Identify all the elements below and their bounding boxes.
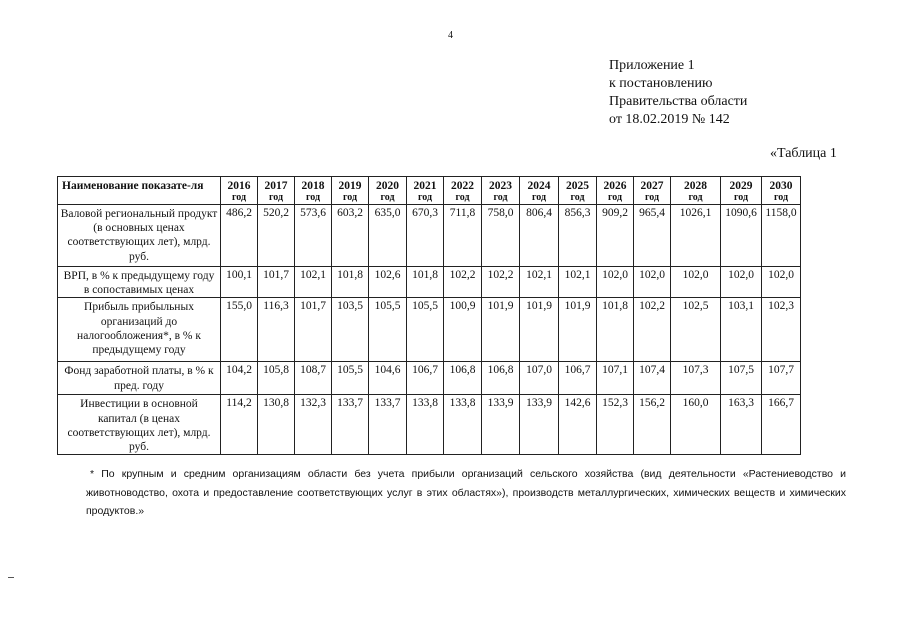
- year-label: 2017: [264, 180, 288, 192]
- table-cell: 105,5: [369, 298, 407, 362]
- year-suffix: год: [380, 192, 395, 203]
- table-cell: 635,0: [369, 205, 407, 267]
- table-cell: 101,8: [407, 267, 444, 298]
- page-number: 4: [448, 30, 453, 41]
- year-label: 2026: [603, 180, 627, 192]
- table-row: [58, 362, 801, 395]
- table-cell: 108,7: [295, 362, 332, 395]
- table-cell: 107,7: [762, 362, 801, 395]
- table-cell: 100,9: [444, 298, 482, 362]
- table-cell: 102,0: [634, 267, 671, 298]
- appendix-line: Приложение 1: [609, 58, 695, 73]
- year-suffix: год: [531, 192, 547, 203]
- table-cell: 102,3: [762, 298, 801, 362]
- year-suffix: год: [493, 192, 508, 203]
- table-cell: 105,5: [407, 298, 444, 362]
- year-label: 2030: [769, 180, 793, 192]
- column-header-year: [407, 177, 444, 205]
- column-header-year: [444, 177, 482, 205]
- year-suffix: год: [733, 192, 749, 203]
- table-cell: 711,8: [444, 205, 482, 267]
- table-cell: 155,0: [221, 298, 258, 362]
- column-header-year: [258, 177, 295, 205]
- table-cell: 101,9: [559, 298, 597, 362]
- edge-mark: [8, 577, 14, 578]
- year-suffix: год: [455, 192, 470, 203]
- indicator-name: Инвестиции в основной капитал (в ценах соответствующих лет), млрд. руб.: [58, 395, 221, 455]
- column-header-year: [520, 177, 559, 205]
- table-cell: 101,7: [295, 298, 332, 362]
- table-cell: 105,5: [332, 362, 369, 395]
- year-suffix: год: [342, 192, 358, 203]
- table-cell: 758,0: [482, 205, 520, 267]
- year-label: 2020: [376, 180, 399, 192]
- column-header-year: [559, 177, 597, 205]
- table-caption: «Таблица 1: [770, 146, 837, 161]
- table-cell: 156,2: [634, 395, 671, 455]
- table-cell: 100,1: [221, 267, 258, 298]
- table-cell: 102,2: [634, 298, 671, 362]
- table-header-row: [58, 177, 801, 205]
- column-header-year: [597, 177, 634, 205]
- table-cell: 114,2: [221, 395, 258, 455]
- table-cell: 133,7: [332, 395, 369, 455]
- column-header-year: [332, 177, 369, 205]
- indicator-name: Валовой региональный продукт (в основных ценах соответствующих лет), млрд. руб.: [58, 205, 221, 267]
- year-label: 2027: [640, 180, 664, 192]
- table-cell: 107,1: [597, 362, 634, 395]
- table-cell: 1090,6: [721, 205, 762, 267]
- year-suffix: год: [268, 192, 284, 203]
- year-label: 2016: [227, 180, 251, 192]
- table-cell: 152,3: [597, 395, 634, 455]
- table-cell: 102,1: [295, 267, 332, 298]
- column-header-indicator: Наименование показате-ля: [58, 177, 221, 205]
- table-cell: 102,6: [369, 267, 407, 298]
- table-cell: 102,0: [762, 267, 801, 298]
- table-cell: 101,8: [597, 298, 634, 362]
- table-cell: 116,3: [258, 298, 295, 362]
- year-label: 2024: [527, 180, 551, 192]
- column-header-year: [671, 177, 721, 205]
- year-label: 2019: [338, 180, 362, 192]
- year-label: 2025: [566, 180, 589, 192]
- table-cell: 133,8: [444, 395, 482, 455]
- year-suffix: год: [305, 192, 321, 203]
- table-cell: 102,0: [671, 267, 721, 298]
- table-cell: 142,6: [559, 395, 597, 455]
- year-label: 2028: [684, 180, 707, 192]
- table-cell: 102,2: [482, 267, 520, 298]
- year-suffix: год: [773, 192, 789, 203]
- table-cell: 166,7: [762, 395, 801, 455]
- table-cell: 133,8: [407, 395, 444, 455]
- column-header-year: [369, 177, 407, 205]
- table-cell: 106,8: [444, 362, 482, 395]
- indicator-name: Фонд заработной платы, в % к пред. году: [58, 362, 221, 395]
- table-cell: 102,5: [671, 298, 721, 362]
- table-cell: 603,2: [332, 205, 369, 267]
- indicators-table: [57, 176, 801, 455]
- table-cell: 107,4: [634, 362, 671, 395]
- table-cell: 856,3: [559, 205, 597, 267]
- indicator-name: Прибыль прибыльных организаций до налогообложения*, в % к предыдущему году: [58, 298, 221, 362]
- year-suffix: год: [644, 192, 660, 203]
- year-label: 2022: [451, 180, 474, 192]
- table-cell: 107,0: [520, 362, 559, 395]
- table-cell: 106,8: [482, 362, 520, 395]
- column-header-year: [762, 177, 801, 205]
- table-cell: 101,8: [332, 267, 369, 298]
- table-cell: 102,2: [444, 267, 482, 298]
- table-cell: 133,9: [482, 395, 520, 455]
- appendix-line: Правительства области: [609, 94, 748, 109]
- table-cell: 107,5: [721, 362, 762, 395]
- table-cell: 160,0: [671, 395, 721, 455]
- table-cell: 806,4: [520, 205, 559, 267]
- column-header-year: [634, 177, 671, 205]
- table-cell: 103,1: [721, 298, 762, 362]
- table-cell: 909,2: [597, 205, 634, 267]
- table-cell: 104,6: [369, 362, 407, 395]
- column-header-year: [221, 177, 258, 205]
- indicator-name: ВРП, в % к предыдущему году в сопоставимых ценах: [58, 267, 221, 298]
- table-cell: 486,2: [221, 205, 258, 267]
- table-row: [58, 205, 801, 267]
- table-cell: 520,2: [258, 205, 295, 267]
- table-cell: 101,9: [482, 298, 520, 362]
- table-cell: 133,7: [369, 395, 407, 455]
- table-cell: 101,7: [258, 267, 295, 298]
- table-cell: 965,4: [634, 205, 671, 267]
- table-cell: 106,7: [559, 362, 597, 395]
- table-row: [58, 267, 801, 298]
- table-cell: 133,9: [520, 395, 559, 455]
- table-cell: 1026,1: [671, 205, 721, 267]
- table-cell: 130,8: [258, 395, 295, 455]
- table-cell: 105,8: [258, 362, 295, 395]
- column-header-year: [721, 177, 762, 205]
- year-suffix: год: [607, 192, 623, 203]
- table-cell: 573,6: [295, 205, 332, 267]
- year-label: 2029: [729, 180, 753, 192]
- year-suffix: год: [570, 192, 585, 203]
- table-cell: 104,2: [221, 362, 258, 395]
- table-row: [58, 395, 801, 455]
- column-header-year: [295, 177, 332, 205]
- appendix-line: к постановлению: [609, 76, 713, 91]
- table-cell: 103,5: [332, 298, 369, 362]
- year-label: 2018: [301, 180, 325, 192]
- footnote: * По крупным и средним организациям области без учета прибыли организаций сельского хозяйства (вид деятельности «Растениеводство и животноводство, охота и предоставление соответствующих услуг в этих областях»), производств металлургических, химических веществ и химических продуктов.»: [86, 468, 846, 517]
- table-cell: 163,3: [721, 395, 762, 455]
- table-cell: 106,7: [407, 362, 444, 395]
- table-cell: 132,3: [295, 395, 332, 455]
- table-cell: 102,1: [520, 267, 559, 298]
- appendix-line: от 18.02.2019 № 142: [609, 112, 730, 127]
- table-cell: 1158,0: [762, 205, 801, 267]
- year-label: 2021: [413, 180, 437, 192]
- table-cell: 670,3: [407, 205, 444, 267]
- table-cell: 102,1: [559, 267, 597, 298]
- year-suffix: год: [417, 192, 433, 203]
- table-cell: 102,0: [597, 267, 634, 298]
- year-suffix: год: [231, 192, 247, 203]
- appendix-block: [609, 57, 747, 129]
- table-cell: 102,0: [721, 267, 762, 298]
- table-cell: 107,3: [671, 362, 721, 395]
- table-cell: 101,9: [520, 298, 559, 362]
- year-label: 2023: [489, 180, 512, 192]
- table-row: [58, 298, 801, 362]
- year-suffix: год: [688, 192, 703, 203]
- column-header-year: [482, 177, 520, 205]
